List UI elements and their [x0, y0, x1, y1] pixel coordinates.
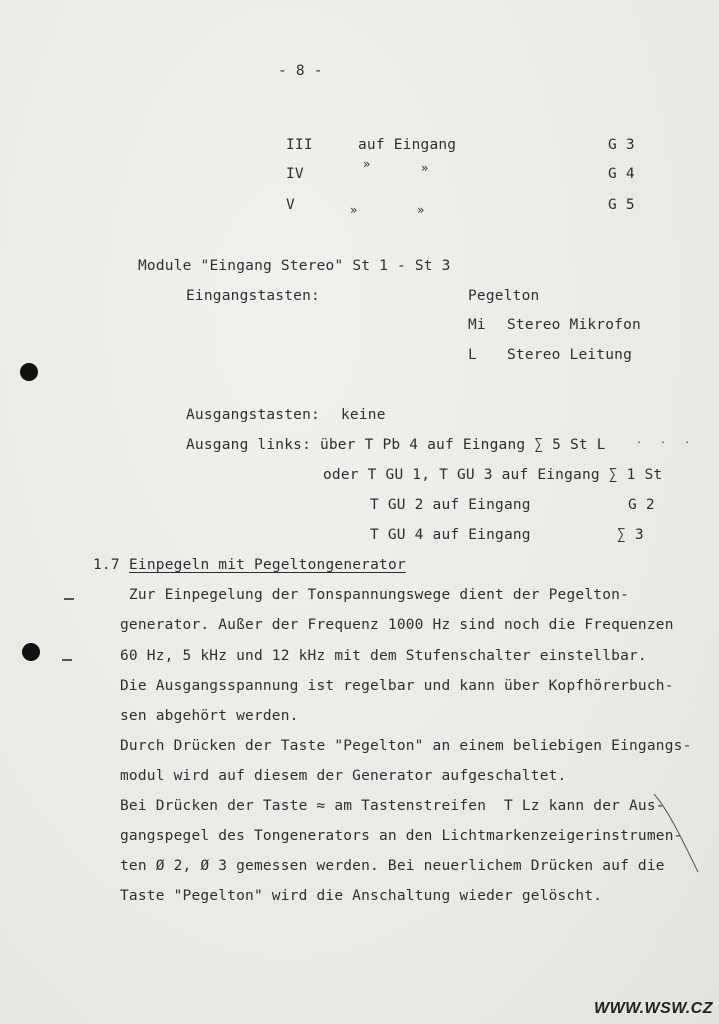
paragraph-line: 60 Hz, 5 kHz und 12 kHz mit dem Stufenschalter einstellbar.: [120, 648, 647, 664]
eingangstaste-key: L: [468, 347, 477, 363]
eingangstaste-key: Mi: [468, 317, 486, 333]
margin-dash: [62, 659, 72, 661]
ausgangstasten-value: keine: [341, 407, 386, 423]
ditto-mark: »: [421, 161, 429, 175]
ausgang-line: oder T GU 1, T GU 3 auf Eingang ∑ 1 St: [323, 467, 663, 483]
routing-target: G 5: [608, 197, 635, 213]
paragraph-line: gangspegel des Tongenerators an den Lichtmarkenzeigerinstrumen-: [120, 828, 683, 844]
routing-channel: III: [286, 137, 313, 153]
eingangstaste-value: Stereo Mikrofon: [507, 317, 641, 333]
routing-target: G 4: [608, 166, 635, 182]
eingangstaste-value: Pegelton: [468, 288, 540, 304]
ausgangstasten-label: Ausgangstasten:: [186, 407, 320, 423]
pen-stroke: [650, 790, 710, 880]
ausgang-line: T GU 2 auf Eingang: [370, 497, 531, 513]
ditto-mark: »: [417, 203, 425, 217]
paragraph-line: Zur Einpegelung der Tonspannungswege dient der Pegelton-: [120, 587, 629, 603]
ausgang-line: T GU 4 auf Eingang: [370, 527, 531, 543]
routing-channel: IV: [286, 166, 304, 182]
eingangstaste-value: Stereo Leitung: [507, 347, 633, 363]
ausgang-line: Ausgang links: über T Pb 4 auf Eingang ∑ 5 St L: [186, 437, 606, 453]
module-heading: Module "Eingang Stereo" St 1 - St 3: [138, 258, 451, 274]
routing-channel: V: [286, 197, 295, 213]
paragraph-line: Bei Drücken der Taste ≈ am Tastenstreifen T Lz kann der Aus-: [120, 798, 665, 814]
dotted-trail: . . .: [636, 435, 697, 446]
routing-mid: auf Eingang: [358, 137, 457, 153]
routing-target: G 3: [608, 137, 635, 153]
ditto-mark: »: [350, 203, 358, 217]
eingangstasten-label: Eingangstasten:: [186, 288, 320, 304]
section-title: Einpegeln mit Pegeltongenerator: [129, 557, 406, 573]
paragraph-line: Die Ausgangsspannung ist regelbar und kann über Kopfhörerbuch-: [120, 678, 674, 694]
page-number: - 8 -: [278, 63, 323, 79]
paragraph-line: ten Ø 2, Ø 3 gemessen werden. Bei neuerlichem Drücken auf die: [120, 858, 665, 874]
paragraph-line: generator. Außer der Frequenz 1000 Hz sind noch die Frequenzen: [120, 617, 674, 633]
paragraph-line: Durch Drücken der Taste "Pegelton" an einem beliebigen Eingangs-: [120, 738, 692, 754]
section-number: 1.7: [93, 557, 120, 573]
ditto-mark: »: [363, 157, 371, 171]
paragraph-line: sen abgehört werden.: [120, 708, 299, 724]
punch-hole-bottom: [22, 643, 40, 661]
punch-hole-top: [20, 363, 38, 381]
ausgang-target: ∑ 3: [617, 527, 644, 543]
ausgang-target: G 2: [628, 497, 655, 513]
paragraph-line: modul wird auf diesem der Generator aufgeschaltet.: [120, 768, 567, 784]
margin-dash: [64, 598, 74, 600]
watermark: WWW.WSW.CZ: [593, 1000, 713, 1017]
paragraph-line: Taste "Pegelton" wird die Anschaltung wieder gelöscht.: [120, 888, 603, 904]
